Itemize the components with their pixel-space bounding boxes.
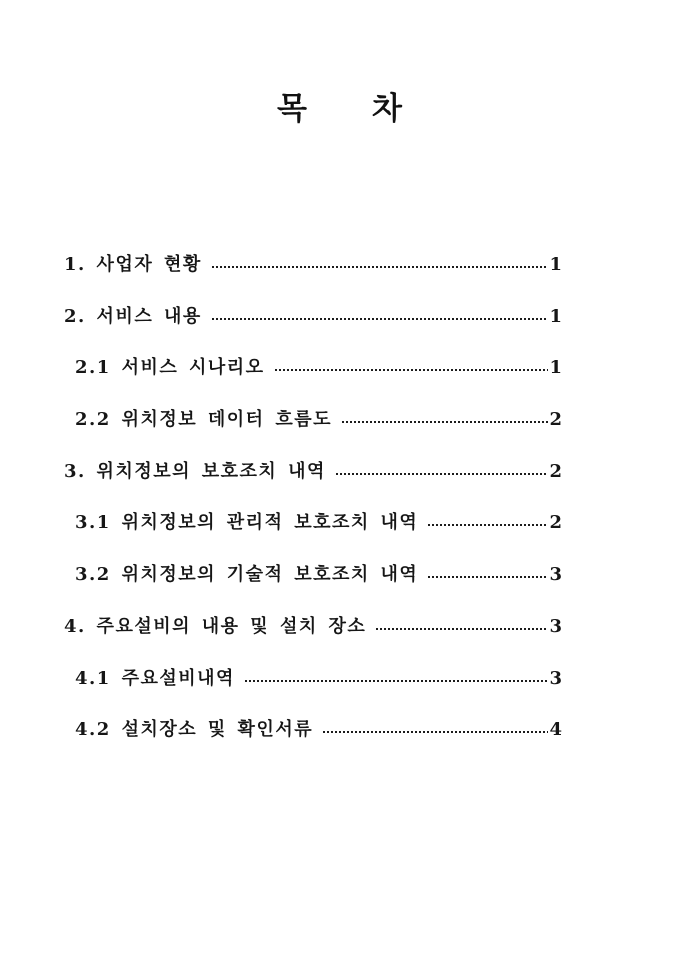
toc-entry-label: 2. 서비스 내용 [64, 305, 202, 327]
toc-row [64, 410, 562, 462]
toc-entry-label: 3. 위치정보의 보호조치 내역 [64, 460, 326, 482]
dotted-leader [275, 369, 549, 371]
page-title: 목 차 [277, 91, 403, 127]
dotted-leader [342, 421, 548, 423]
toc-row [64, 462, 562, 514]
toc-row [64, 513, 562, 565]
toc-entry-label: 2.2 위치정보 데이터 흐름도 [75, 409, 332, 431]
dotted-leader [323, 731, 548, 733]
dotted-leader [212, 266, 549, 268]
dotted-leader [428, 524, 548, 526]
toc-entry-label: 4.2 설치장소 및 확인서류 [75, 719, 314, 741]
dotted-leader [376, 628, 548, 630]
toc-page-number: 1 [549, 254, 562, 275]
toc-row [64, 720, 562, 772]
dotted-leader [245, 680, 549, 682]
toc-row [64, 307, 562, 359]
toc-entry-label: 2.1 서비스 시나리오 [75, 357, 265, 379]
toc-row [64, 358, 562, 410]
toc-row [64, 255, 562, 307]
toc-page-number: 4 [549, 719, 562, 741]
toc-row [64, 669, 562, 721]
toc-page-number: 2 [549, 512, 562, 534]
toc-page-number: 2 [549, 460, 562, 482]
toc-entry-label: 4.1 주요설비내역 [75, 667, 235, 689]
toc-entry-label: 3.1 위치정보의 관리적 보호조치 내역 [75, 512, 419, 534]
toc-page-number: 2 [549, 409, 562, 431]
dotted-leader [336, 473, 549, 475]
toc-page-number: 3 [549, 564, 562, 586]
dotted-leader [212, 318, 549, 320]
toc-page-number: 3 [549, 667, 562, 689]
toc-entry-label: 1. 사업자 현황 [64, 254, 202, 275]
toc-row [64, 565, 562, 617]
dotted-leader [428, 576, 548, 578]
toc-entry-label: 4. 주요설비의 내용 및 설치 장소 [64, 615, 367, 637]
toc-page-number: 1 [549, 305, 562, 327]
toc-row [64, 617, 562, 669]
toc-page-number: 1 [549, 357, 562, 379]
toc-entry-label: 3.2 위치정보의 기술적 보호조치 내역 [75, 564, 419, 586]
toc-list [64, 255, 562, 772]
toc-page-number: 3 [549, 615, 562, 637]
